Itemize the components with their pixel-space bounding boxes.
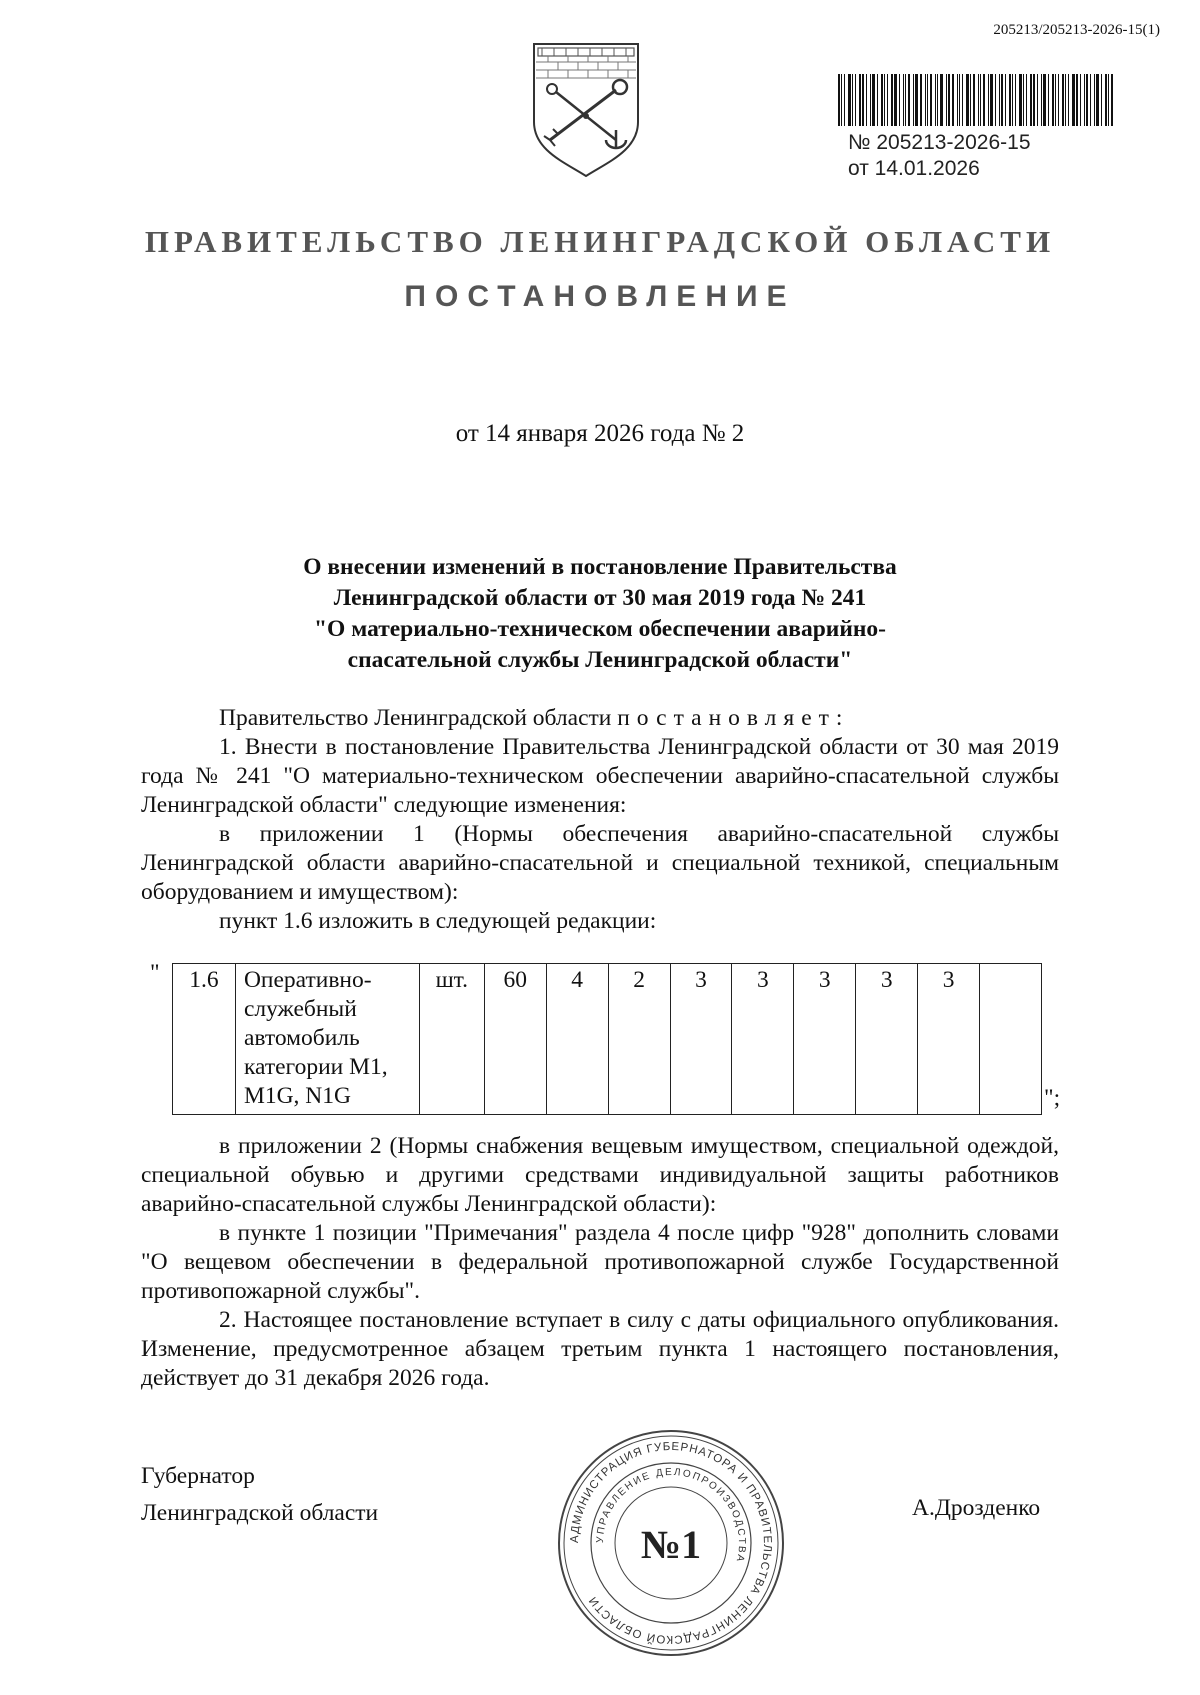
barcode-stripe [1055, 74, 1056, 126]
file-reference: 205213/205213-2026-15(1) [993, 22, 1160, 38]
title-line: спасательной службы Ленинградской области" [347, 647, 853, 673]
preamble [141, 704, 1059, 733]
barcode-stripe [1108, 74, 1109, 126]
barcode-stripe [872, 74, 875, 126]
barcode-stripe [859, 74, 861, 126]
value-cell: 3 [732, 964, 794, 1115]
barcode-stripe [1111, 74, 1113, 126]
value-cell: 2 [608, 964, 670, 1115]
barcode-stripe [940, 74, 943, 126]
barcode-stripe [983, 74, 985, 126]
barcode [838, 74, 1160, 126]
barcode-stripe [913, 74, 914, 126]
barcode-stripe [1084, 74, 1085, 126]
paragraph-2: в приложении 1 (Нормы обеспечения аварийно-спасательной службы Ленинградской области аварийно-спасательной и специальной техникой, специальным оборудованием и имуществом): [141, 821, 1059, 905]
barcode-stripe [1015, 74, 1016, 126]
barcode-stripe [1030, 74, 1032, 126]
coat-of-arms-icon [528, 40, 644, 178]
barcode-stripe [1105, 74, 1107, 126]
government-heading: ПРАВИТЕЛЬСТВО ЛЕНИНГРАДСКОЙ ОБЛАСТИ [144, 224, 1056, 259]
barcode-stripe [1094, 74, 1095, 126]
barcode-stripe [1019, 74, 1022, 126]
paragraph-5: в пункте 1 позиции "Примечания" раздела 4 после цифр "928" дополнить словами "О вещевом обеспечении в федеральной противопожарной службе Государственной противопожарной службы". [141, 1220, 1059, 1304]
barcode-stripe [887, 74, 888, 126]
barcode-stripe [877, 74, 878, 126]
barcode-stripe [937, 74, 938, 126]
barcode-stripe [1072, 74, 1075, 126]
barcode-stripe [935, 74, 936, 126]
barcode-stripe [973, 74, 975, 126]
document-type: ПОСТАНОВЛЕНИЕ [404, 280, 796, 313]
registration-date: от 14.01.2026 [848, 157, 980, 180]
item-number-cell: 1.6 [173, 964, 236, 1115]
document-title [200, 552, 1000, 676]
unit-cell: шт. [419, 964, 484, 1115]
barcode-stripe [1041, 74, 1042, 126]
table-open-quote: " [150, 960, 160, 986]
barcode-stripe [1058, 74, 1059, 126]
barcode-stripe [1033, 74, 1035, 126]
item-name-line: категории М1, [243, 1054, 388, 1080]
barcode-stripe [1037, 74, 1038, 126]
body-bottom [141, 1132, 1059, 1393]
barcode-stripe [948, 74, 950, 126]
barcode-stripe [1001, 74, 1003, 126]
barcode-stripe [999, 74, 1000, 126]
barcode-stripe [957, 74, 958, 126]
barcode-stripe [1090, 74, 1091, 126]
value-cell: 3 [794, 964, 856, 1115]
signatory-name: А.Дрозденко [912, 1495, 1041, 1521]
registration-block [848, 130, 1031, 182]
barcode-stripe [988, 74, 989, 126]
barcode-stripe [962, 74, 963, 126]
seal-inner-text: УПРАВЛЕНИЕ ДЕЛОПРОИЗВОДСТВА [594, 1466, 748, 1565]
title-line: "О материально-техническом обеспечении аварийно- [314, 616, 886, 642]
official-seal-icon [556, 1428, 786, 1658]
barcode-stripe [881, 74, 883, 126]
barcode-stripe [844, 74, 845, 126]
value-cell: 4 [546, 964, 608, 1115]
barcode-stripe [884, 74, 885, 126]
barcode-stripe [894, 74, 897, 126]
barcode-stripe [855, 74, 856, 126]
barcode-stripe [966, 74, 969, 126]
position-line: Ленинградской области [141, 1500, 379, 1526]
barcode-stripe [925, 74, 926, 126]
seal-number: №1 [640, 1522, 702, 1567]
barcode-stripe [1009, 74, 1011, 126]
paragraph-3: пункт 1.6 изложить в следующей редакции: [219, 908, 657, 934]
barcode-stripe [1076, 74, 1078, 126]
value-cell: 3 [918, 964, 980, 1115]
value-cell: 60 [484, 964, 546, 1115]
barcode-stripe [946, 74, 947, 126]
barcode-stripe [862, 74, 864, 126]
barcode-stripe [870, 74, 871, 126]
value-cell: 3 [856, 964, 918, 1115]
barcode-stripe [1068, 74, 1069, 126]
signatory-position [141, 1458, 378, 1532]
barcode-stripe [1048, 74, 1049, 126]
title-line: Ленинградской области от 30 мая 2019 года № 241 [333, 585, 867, 611]
table-row [173, 964, 1042, 1115]
barcode-stripe [915, 74, 918, 126]
preamble-lead: Правительство Ленинградской области [219, 705, 618, 731]
barcode-stripe [920, 74, 922, 126]
paragraph-4: в приложении 2 (Нормы снабжения вещевым имуществом, специальной одеждой, специальной обувью и другими средствами индивидуальной защиты работников аварийно-спасательной службы Ленинградской области): [141, 1133, 1059, 1217]
barcode-stripe [1062, 74, 1064, 126]
barcode-stripe [891, 74, 893, 126]
barcode-stripe [1101, 74, 1102, 126]
barcode-stripe [1023, 74, 1024, 126]
paragraph-1: 1. Внести в постановление Правительства Ленинградской области от 30 мая 2019 года № 241 "О материально-техническом обеспечении аварийно-спасательной службы Ленинградской области" следующие изменения: [141, 734, 1059, 818]
barcode-stripe [952, 74, 954, 126]
value-cell [980, 964, 1042, 1115]
barcode-stripe [848, 74, 851, 126]
barcode-stripe [959, 74, 960, 126]
title-line: О внесении изменений в постановление Правительства [303, 554, 897, 580]
barcode-stripe [1026, 74, 1027, 126]
barcode-stripe [841, 74, 842, 126]
barcode-stripe [905, 74, 906, 126]
item-name-line: автомобиль [243, 1025, 360, 1051]
barcode-stripe [930, 74, 932, 126]
barcode-stripe [1065, 74, 1066, 126]
preamble-verb: постановляет: [617, 705, 850, 731]
barcode-stripe [1086, 74, 1088, 126]
registration-number: № 205213-2026-15 [848, 131, 1031, 154]
seal-outer-text: АДМИНИСТРАЦИЯ ГУБЕРНАТОРА И ПРАВИТЕЛЬСТВА ЛЕНИНГРАДСКОЙ ОБЛАСТИ [568, 1440, 774, 1646]
barcode-stripe [1080, 74, 1081, 126]
barcode-stripe [990, 74, 993, 126]
body-top [141, 704, 1059, 936]
paragraph-6: 2. Настоящее постановление вступает в силу с даты официального опубликования. Изменение, предусмотренное абзацем третьим пункта 1 настоящего постановления, действует до 31 декабря 2026 года. [141, 1307, 1059, 1391]
barcode-stripe [899, 74, 900, 126]
barcode-stripe [970, 74, 971, 126]
barcode-stripe [1043, 74, 1046, 126]
barcode-stripe [1096, 74, 1099, 126]
barcode-stripe [980, 74, 981, 126]
barcode-stripe [978, 74, 979, 126]
barcode-stripe [1052, 74, 1054, 126]
amendment-table [172, 963, 1042, 1115]
table-close-quote: "; [1044, 1085, 1061, 1111]
position-line: Губернатор [141, 1463, 255, 1489]
item-name-line: служебный [243, 996, 357, 1022]
barcode-stripe [1005, 74, 1006, 126]
barcode-stripe [838, 74, 840, 126]
barcode-stripe [903, 74, 904, 126]
item-name-cell [235, 964, 419, 1115]
barcode-stripe [1012, 74, 1013, 126]
value-cell: 3 [670, 964, 732, 1115]
barcode-stripe [852, 74, 853, 126]
barcode-stripe [995, 74, 996, 126]
barcode-stripe [908, 74, 910, 126]
item-name-line: M1G, N1G [243, 1083, 351, 1109]
decree-date: от 14 января 2026 года № 2 [455, 420, 745, 447]
barcode-stripe [927, 74, 928, 126]
barcode-stripe [866, 74, 867, 126]
item-name-line: Оперативно- [243, 967, 372, 993]
